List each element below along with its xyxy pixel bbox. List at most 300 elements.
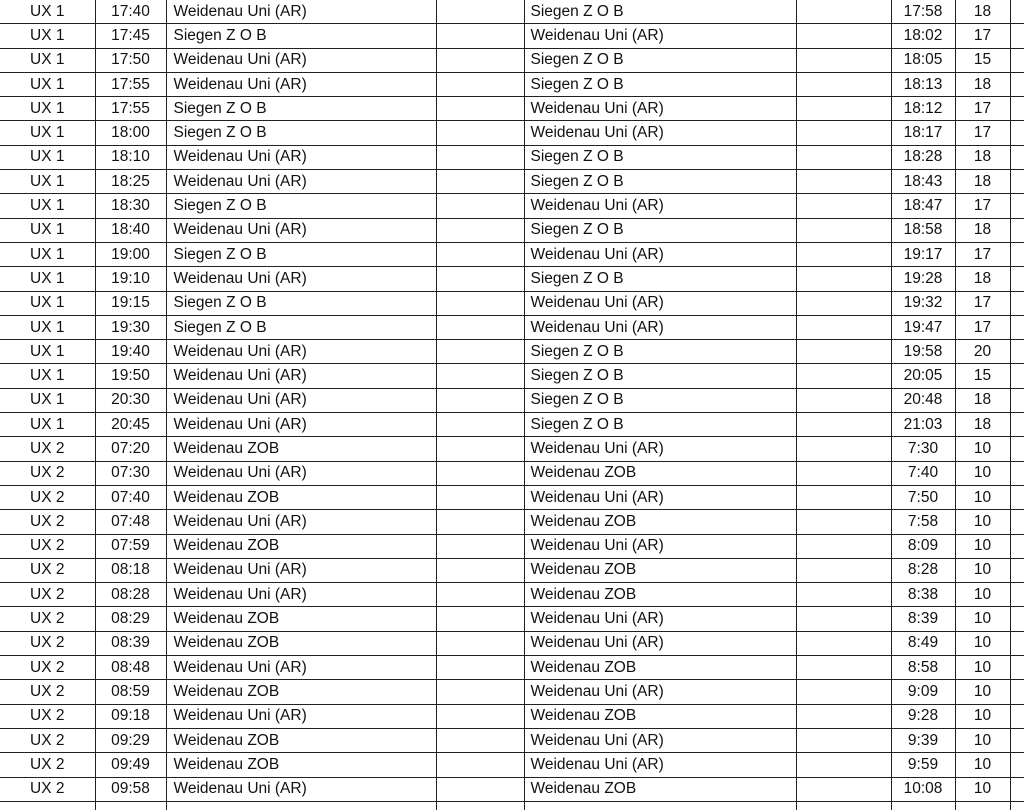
line-cell: UX 1 <box>0 97 95 121</box>
empty-cell <box>1010 728 1024 752</box>
empty-cell <box>1010 48 1024 72</box>
duration-cell: 10 <box>955 485 1010 509</box>
destination-stop-cell: Weidenau Uni (AR) <box>524 437 796 461</box>
departure-time-cell: 17:45 <box>95 24 166 48</box>
origin-stop-cell: Weidenau Uni (AR) <box>166 48 436 72</box>
empty-cell <box>1010 388 1024 412</box>
duration-cell: 18 <box>955 267 1010 291</box>
destination-stop-cell: Siegen Z O B <box>524 145 796 169</box>
departure-time-cell: 09:49 <box>95 753 166 777</box>
origin-stop-cell: Weidenau Uni (AR) <box>166 364 436 388</box>
departure-time-cell: 18:30 <box>95 194 166 218</box>
duration-cell: 10 <box>955 510 1010 534</box>
destination-stop-cell: Weidenau ZOB <box>524 583 796 607</box>
arrival-time-cell: 21:03 <box>891 413 955 437</box>
empty-cell <box>436 437 524 461</box>
origin-stop-cell: Siegen Z O B <box>166 291 436 315</box>
arrival-time-cell: 18:28 <box>891 145 955 169</box>
line-cell: UX 2 <box>0 583 95 607</box>
empty-cell <box>1010 607 1024 631</box>
empty-cell <box>436 218 524 242</box>
destination-stop-cell: Weidenau Uni (AR) <box>524 24 796 48</box>
arrival-time-cell: 18:13 <box>891 72 955 96</box>
line-cell: UX 1 <box>0 145 95 169</box>
empty-cell <box>436 753 524 777</box>
empty-cell <box>796 728 891 752</box>
departure-time-cell: 20:45 <box>95 413 166 437</box>
destination-stop-cell: Weidenau Uni (AR) <box>524 121 796 145</box>
empty-cell <box>436 510 524 534</box>
departure-time-cell: 20:30 <box>95 388 166 412</box>
arrival-time-cell: 8:28 <box>891 558 955 582</box>
table-row <box>0 364 1024 388</box>
table-row <box>0 777 1024 801</box>
empty-cell <box>796 145 891 169</box>
departure-time-cell: 17:40 <box>95 0 166 24</box>
table-row <box>0 97 1024 121</box>
line-cell: UX 2 <box>0 607 95 631</box>
empty-cell <box>436 364 524 388</box>
departure-time-cell: 09:18 <box>95 704 166 728</box>
destination-stop-cell: Siegen Z O B <box>524 170 796 194</box>
duration-cell: 10 <box>955 437 1010 461</box>
origin-stop-cell: Siegen Z O B <box>166 24 436 48</box>
line-cell: UX 1 <box>0 340 95 364</box>
empty-cell <box>436 315 524 339</box>
line-cell: UX 1 <box>0 194 95 218</box>
duration-cell: 18 <box>955 218 1010 242</box>
destination-stop-cell: Weidenau Uni (AR) <box>524 680 796 704</box>
empty-cell <box>436 388 524 412</box>
line-cell: UX 1 <box>0 121 95 145</box>
empty-cell <box>1010 534 1024 558</box>
origin-stop-cell: Weidenau Uni (AR) <box>166 388 436 412</box>
duration-cell: 17 <box>955 242 1010 266</box>
departure-time-cell: 18:25 <box>95 170 166 194</box>
empty-cell <box>796 437 891 461</box>
line-cell: UX 1 <box>0 364 95 388</box>
table-row <box>0 631 1024 655</box>
line-cell: UX 2 <box>0 728 95 752</box>
duration-cell: 18 <box>955 413 1010 437</box>
arrival-time-cell: 9:59 <box>891 753 955 777</box>
destination-stop-cell: Siegen Z O B <box>524 72 796 96</box>
table-row <box>0 704 1024 728</box>
departure-time-cell: 17:55 <box>95 97 166 121</box>
duration-cell: 10 <box>955 558 1010 582</box>
table-row <box>0 267 1024 291</box>
empty-cell <box>436 801 524 810</box>
duration-cell: 17 <box>955 315 1010 339</box>
departure-time-cell: 18:10 <box>95 145 166 169</box>
line-cell: UX 2 <box>0 777 95 801</box>
arrival-time-cell: 18:47 <box>891 194 955 218</box>
arrival-time-cell: 20:48 <box>891 388 955 412</box>
departure-time-cell: 19:50 <box>95 364 166 388</box>
empty-cell <box>436 242 524 266</box>
line-cell: UX 1 <box>0 48 95 72</box>
line-cell: UX 1 <box>0 72 95 96</box>
origin-stop-cell: Siegen Z O B <box>166 121 436 145</box>
empty-cell <box>524 801 796 810</box>
arrival-time-cell: 19:58 <box>891 340 955 364</box>
departure-time-cell: 07:30 <box>95 461 166 485</box>
line-cell: UX 2 <box>0 510 95 534</box>
duration-cell: 10 <box>955 631 1010 655</box>
destination-stop-cell: Weidenau Uni (AR) <box>524 728 796 752</box>
destination-stop-cell: Siegen Z O B <box>524 48 796 72</box>
table-row <box>0 121 1024 145</box>
duration-cell: 17 <box>955 291 1010 315</box>
empty-cell <box>796 340 891 364</box>
empty-cell <box>1010 170 1024 194</box>
destination-stop-cell: Weidenau Uni (AR) <box>524 242 796 266</box>
duration-cell: 10 <box>955 704 1010 728</box>
origin-stop-cell: Weidenau Uni (AR) <box>166 218 436 242</box>
line-cell: UX 2 <box>0 485 95 509</box>
line-cell: UX 1 <box>0 0 95 24</box>
empty-cell <box>796 558 891 582</box>
duration-cell: 18 <box>955 170 1010 194</box>
arrival-time-cell: 18:02 <box>891 24 955 48</box>
empty-cell <box>796 583 891 607</box>
table-row <box>0 437 1024 461</box>
empty-cell <box>1010 753 1024 777</box>
empty-cell <box>796 121 891 145</box>
empty-cell <box>796 291 891 315</box>
empty-cell <box>436 728 524 752</box>
empty-cell <box>436 558 524 582</box>
duration-cell: 10 <box>955 680 1010 704</box>
origin-stop-cell: Weidenau Uni (AR) <box>166 777 436 801</box>
empty-cell <box>0 801 95 810</box>
empty-cell <box>796 413 891 437</box>
arrival-time-cell: 19:28 <box>891 267 955 291</box>
empty-cell <box>1010 583 1024 607</box>
duration-cell: 10 <box>955 461 1010 485</box>
line-cell: UX 2 <box>0 753 95 777</box>
destination-stop-cell: Weidenau Uni (AR) <box>524 194 796 218</box>
origin-stop-cell: Weidenau Uni (AR) <box>166 145 436 169</box>
empty-cell <box>436 413 524 437</box>
departure-time-cell: 07:59 <box>95 534 166 558</box>
line-cell: UX 2 <box>0 534 95 558</box>
table-row <box>0 242 1024 266</box>
origin-stop-cell: Weidenau ZOB <box>166 437 436 461</box>
line-cell: UX 2 <box>0 437 95 461</box>
origin-stop-cell: Weidenau Uni (AR) <box>166 413 436 437</box>
destination-stop-cell: Weidenau Uni (AR) <box>524 534 796 558</box>
line-cell: UX 2 <box>0 558 95 582</box>
empty-cell <box>436 72 524 96</box>
line-cell: UX 2 <box>0 631 95 655</box>
departure-time-cell: 08:59 <box>95 680 166 704</box>
empty-cell <box>796 753 891 777</box>
destination-stop-cell: Weidenau Uni (AR) <box>524 97 796 121</box>
empty-cell <box>436 680 524 704</box>
origin-stop-cell: Weidenau Uni (AR) <box>166 267 436 291</box>
duration-cell: 18 <box>955 388 1010 412</box>
empty-cell <box>436 0 524 24</box>
empty-cell <box>436 583 524 607</box>
empty-cell <box>796 170 891 194</box>
table-row <box>0 170 1024 194</box>
empty-cell <box>1010 0 1024 24</box>
origin-stop-cell: Weidenau ZOB <box>166 680 436 704</box>
destination-stop-cell: Weidenau ZOB <box>524 656 796 680</box>
empty-cell <box>796 388 891 412</box>
origin-stop-cell: Weidenau Uni (AR) <box>166 461 436 485</box>
empty-cell <box>891 801 955 810</box>
empty-cell <box>1010 801 1024 810</box>
empty-cell <box>436 607 524 631</box>
destination-stop-cell: Siegen Z O B <box>524 0 796 24</box>
table-row <box>0 315 1024 339</box>
table-row <box>0 413 1024 437</box>
empty-cell <box>1010 485 1024 509</box>
duration-cell: 10 <box>955 656 1010 680</box>
departure-time-cell: 07:40 <box>95 485 166 509</box>
destination-stop-cell: Weidenau Uni (AR) <box>524 315 796 339</box>
empty-cell <box>1010 145 1024 169</box>
empty-cell <box>436 704 524 728</box>
table-row <box>0 145 1024 169</box>
arrival-time-cell: 18:58 <box>891 218 955 242</box>
table-row <box>0 72 1024 96</box>
destination-stop-cell: Siegen Z O B <box>524 218 796 242</box>
duration-cell: 10 <box>955 534 1010 558</box>
empty-cell <box>1010 340 1024 364</box>
empty-cell <box>1010 413 1024 437</box>
duration-cell: 17 <box>955 194 1010 218</box>
empty-cell <box>796 267 891 291</box>
table-row <box>0 218 1024 242</box>
arrival-time-cell: 7:40 <box>891 461 955 485</box>
duration-cell: 10 <box>955 607 1010 631</box>
empty-cell <box>796 801 891 810</box>
duration-cell: 18 <box>955 72 1010 96</box>
origin-stop-cell: Siegen Z O B <box>166 242 436 266</box>
empty-cell <box>796 24 891 48</box>
table-row-partial <box>0 801 1024 810</box>
table-row <box>0 388 1024 412</box>
departure-time-cell: 17:55 <box>95 72 166 96</box>
table-row <box>0 680 1024 704</box>
line-cell: UX 2 <box>0 704 95 728</box>
empty-cell <box>95 801 166 810</box>
destination-stop-cell: Weidenau ZOB <box>524 777 796 801</box>
table-row <box>0 194 1024 218</box>
duration-cell: 10 <box>955 728 1010 752</box>
empty-cell <box>1010 267 1024 291</box>
line-cell: UX 1 <box>0 218 95 242</box>
line-cell: UX 1 <box>0 388 95 412</box>
table-row <box>0 558 1024 582</box>
departure-time-cell: 19:00 <box>95 242 166 266</box>
table-row <box>0 607 1024 631</box>
empty-cell <box>796 364 891 388</box>
empty-cell <box>1010 242 1024 266</box>
empty-cell <box>1010 437 1024 461</box>
empty-cell <box>796 242 891 266</box>
departure-time-cell: 19:40 <box>95 340 166 364</box>
empty-cell <box>1010 364 1024 388</box>
empty-cell <box>436 485 524 509</box>
departure-time-cell: 19:30 <box>95 315 166 339</box>
empty-cell <box>436 656 524 680</box>
table-row <box>0 485 1024 509</box>
destination-stop-cell: Weidenau ZOB <box>524 704 796 728</box>
line-cell: UX 2 <box>0 656 95 680</box>
destination-stop-cell: Weidenau ZOB <box>524 510 796 534</box>
destination-stop-cell: Weidenau Uni (AR) <box>524 607 796 631</box>
destination-stop-cell: Siegen Z O B <box>524 364 796 388</box>
empty-cell <box>436 48 524 72</box>
departure-time-cell: 09:29 <box>95 728 166 752</box>
line-cell: UX 1 <box>0 315 95 339</box>
table-row <box>0 291 1024 315</box>
empty-cell <box>1010 558 1024 582</box>
departure-time-cell: 17:50 <box>95 48 166 72</box>
arrival-time-cell: 18:17 <box>891 121 955 145</box>
empty-cell <box>1010 680 1024 704</box>
line-cell: UX 1 <box>0 24 95 48</box>
arrival-time-cell: 18:12 <box>891 97 955 121</box>
origin-stop-cell: Weidenau ZOB <box>166 607 436 631</box>
departure-time-cell: 19:15 <box>95 291 166 315</box>
empty-cell <box>796 656 891 680</box>
empty-cell <box>436 461 524 485</box>
origin-stop-cell: Weidenau Uni (AR) <box>166 170 436 194</box>
empty-cell <box>1010 704 1024 728</box>
duration-cell: 15 <box>955 364 1010 388</box>
empty-cell <box>1010 97 1024 121</box>
arrival-time-cell: 8:38 <box>891 583 955 607</box>
origin-stop-cell: Weidenau Uni (AR) <box>166 340 436 364</box>
empty-cell <box>436 97 524 121</box>
origin-stop-cell: Weidenau ZOB <box>166 534 436 558</box>
empty-cell <box>1010 218 1024 242</box>
empty-cell <box>436 291 524 315</box>
table-row <box>0 753 1024 777</box>
arrival-time-cell: 19:32 <box>891 291 955 315</box>
departure-time-cell: 18:00 <box>95 121 166 145</box>
table-row <box>0 510 1024 534</box>
table-row <box>0 461 1024 485</box>
empty-cell <box>1010 72 1024 96</box>
arrival-time-cell: 19:47 <box>891 315 955 339</box>
empty-cell <box>796 315 891 339</box>
departure-time-cell: 08:39 <box>95 631 166 655</box>
empty-cell <box>796 607 891 631</box>
origin-stop-cell: Weidenau Uni (AR) <box>166 656 436 680</box>
empty-cell <box>796 461 891 485</box>
arrival-time-cell: 10:08 <box>891 777 955 801</box>
destination-stop-cell: Weidenau ZOB <box>524 461 796 485</box>
empty-cell <box>796 218 891 242</box>
origin-stop-cell: Weidenau ZOB <box>166 631 436 655</box>
destination-stop-cell: Siegen Z O B <box>524 340 796 364</box>
duration-cell: 10 <box>955 777 1010 801</box>
arrival-time-cell: 7:30 <box>891 437 955 461</box>
empty-cell <box>796 48 891 72</box>
departure-time-cell: 08:18 <box>95 558 166 582</box>
line-cell: UX 1 <box>0 291 95 315</box>
duration-cell: 15 <box>955 48 1010 72</box>
empty-cell <box>955 801 1010 810</box>
departure-time-cell: 08:48 <box>95 656 166 680</box>
line-cell: UX 1 <box>0 413 95 437</box>
origin-stop-cell: Weidenau ZOB <box>166 753 436 777</box>
empty-cell <box>436 121 524 145</box>
empty-cell <box>436 534 524 558</box>
line-cell: UX 1 <box>0 242 95 266</box>
duration-cell: 10 <box>955 583 1010 607</box>
line-cell: UX 2 <box>0 461 95 485</box>
duration-cell: 18 <box>955 145 1010 169</box>
empty-cell <box>1010 121 1024 145</box>
origin-stop-cell: Weidenau Uni (AR) <box>166 72 436 96</box>
arrival-time-cell: 8:09 <box>891 534 955 558</box>
empty-cell <box>436 170 524 194</box>
table-row <box>0 728 1024 752</box>
arrival-time-cell: 8:39 <box>891 607 955 631</box>
arrival-time-cell: 18:43 <box>891 170 955 194</box>
departure-time-cell: 08:28 <box>95 583 166 607</box>
arrival-time-cell: 8:49 <box>891 631 955 655</box>
origin-stop-cell: Siegen Z O B <box>166 97 436 121</box>
empty-cell <box>436 267 524 291</box>
duration-cell: 17 <box>955 121 1010 145</box>
destination-stop-cell: Weidenau ZOB <box>524 558 796 582</box>
table-row <box>0 340 1024 364</box>
departure-time-cell: 19:10 <box>95 267 166 291</box>
empty-cell <box>1010 194 1024 218</box>
departure-time-cell: 08:29 <box>95 607 166 631</box>
duration-cell: 20 <box>955 340 1010 364</box>
destination-stop-cell: Weidenau Uni (AR) <box>524 753 796 777</box>
empty-cell <box>436 194 524 218</box>
empty-cell <box>166 801 436 810</box>
origin-stop-cell: Weidenau ZOB <box>166 728 436 752</box>
origin-stop-cell: Weidenau Uni (AR) <box>166 704 436 728</box>
arrival-time-cell: 9:09 <box>891 680 955 704</box>
empty-cell <box>1010 656 1024 680</box>
arrival-time-cell: 17:58 <box>891 0 955 24</box>
empty-cell <box>796 680 891 704</box>
origin-stop-cell: Weidenau Uni (AR) <box>166 510 436 534</box>
table-row <box>0 48 1024 72</box>
destination-stop-cell: Siegen Z O B <box>524 413 796 437</box>
table-row <box>0 583 1024 607</box>
empty-cell <box>796 485 891 509</box>
table-row <box>0 24 1024 48</box>
arrival-time-cell: 20:05 <box>891 364 955 388</box>
departure-time-cell: 07:48 <box>95 510 166 534</box>
duration-cell: 17 <box>955 24 1010 48</box>
duration-cell: 10 <box>955 753 1010 777</box>
line-cell: UX 1 <box>0 267 95 291</box>
table-row <box>0 0 1024 24</box>
arrival-time-cell: 9:28 <box>891 704 955 728</box>
empty-cell <box>796 631 891 655</box>
arrival-time-cell: 18:05 <box>891 48 955 72</box>
origin-stop-cell: Siegen Z O B <box>166 194 436 218</box>
origin-stop-cell: Weidenau Uni (AR) <box>166 583 436 607</box>
empty-cell <box>796 0 891 24</box>
origin-stop-cell: Weidenau ZOB <box>166 485 436 509</box>
line-cell: UX 1 <box>0 170 95 194</box>
